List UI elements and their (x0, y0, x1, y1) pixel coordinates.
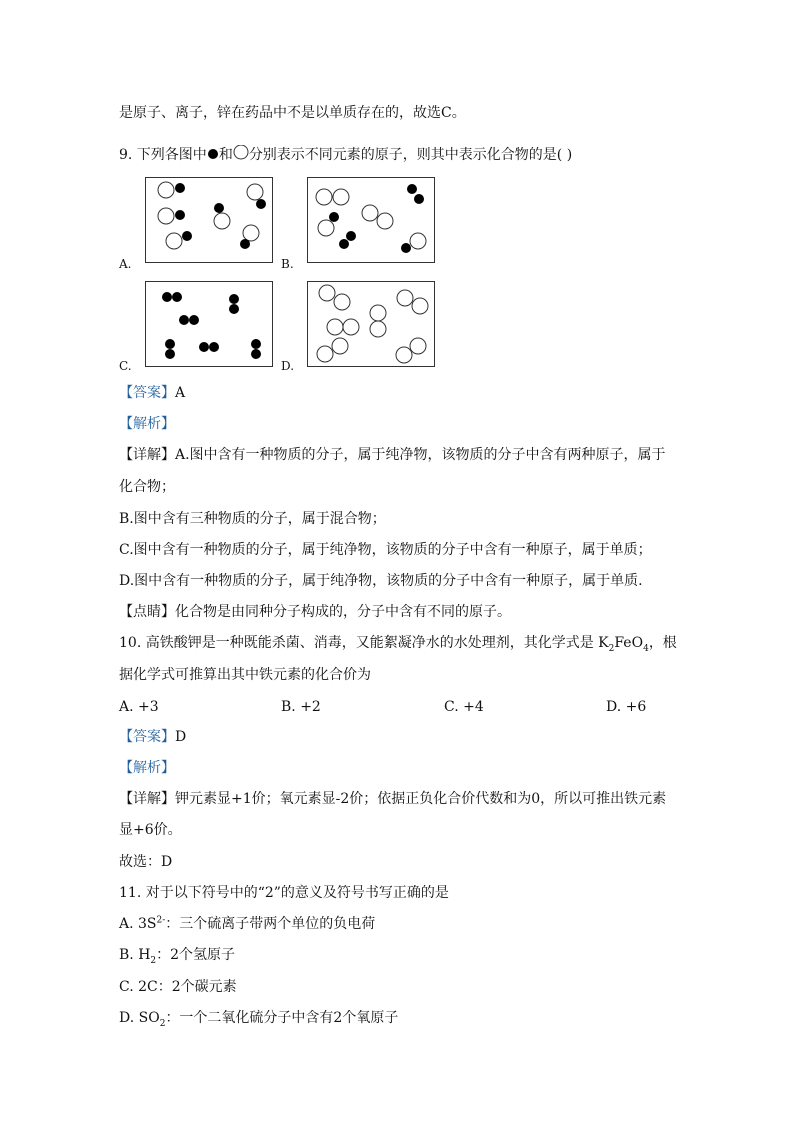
diagram-a (145, 177, 273, 263)
question-11: 11. 对于以下符号中的“2”的意义及符号书写正确的是 (119, 885, 449, 901)
detail-10-line-2: 显+6价。 (119, 822, 182, 838)
detail-9-line-2: 化合物； (119, 479, 175, 495)
detail-9-line-4: C.图中含有一种物质的分子，属于纯净物，该物质的分子中含有一种原子，属于单质； (119, 542, 652, 558)
analysis-heading-9: 【解析】 (119, 416, 175, 432)
tip-9: 【点睛】化合物是由同种分子构成的，分子中含有不同的原子。 (119, 604, 511, 620)
option-11-b: B. $H_2$：2个氢原子 (119, 947, 236, 966)
option-10-a: A. +3 (119, 699, 159, 715)
text-line: 是原子、离子，锌在药品中不是以单质存在的，故选C。 (119, 105, 466, 121)
option-label-a: A. (119, 257, 132, 271)
option-11-d: D. $SO_2$：一个二氧化硫分子中含有2个氧原子 (119, 1010, 399, 1029)
analysis-heading-10: 【解析】 (119, 760, 175, 776)
diagram-b (307, 177, 435, 263)
detail-9-line-1: 【详解】A.图中含有一种物质的分子，属于纯净物，该物质的分子中含有两种原子，属于 (119, 447, 666, 463)
answer-10: 【答案】D (119, 729, 187, 745)
diagram-c (145, 281, 273, 367)
option-11-a: A. $3S^{2-}$：三个硫离子带两个单位的负电荷 (119, 915, 376, 932)
question-9: 9. 下列各图中 和 分别表示不同元素的原子，则其中表示化合物的是( ) (119, 147, 573, 163)
option-10-b: B. +2 (281, 699, 321, 715)
option-label-c: C. (119, 359, 132, 373)
option-10-c: C. +4 (444, 699, 484, 715)
detail-9-line-3: B.图中含有三种物质的分子，属于混合物； (119, 511, 386, 527)
diagram-d (307, 281, 435, 367)
question-10-line-1: 10. 高铁酸钾是一种既能杀菌、消毒，又能絮凝净水的水处理剂，其化学式是 $K_2FeO_4$，根 (119, 635, 677, 654)
detail-10-line-1: 【详解】钾元素显+1价；氧元素显-2价；依据正负化合价代数和为0，所以可推出铁元素 (119, 791, 667, 807)
white-atom-icon (233, 145, 249, 161)
option-label-d: D. (281, 359, 295, 373)
black-atom-icon (207, 147, 219, 161)
conclusion-10: 故选：D (119, 854, 173, 870)
option-label-b: B. (281, 257, 294, 271)
option-11-c: C. 2C：2个碳元素 (119, 979, 237, 995)
answer-9: 【答案】A (119, 385, 186, 401)
option-10-d: D. +6 (606, 699, 647, 715)
detail-9-line-5: D.图中含有一种物质的分子，属于纯净物，该物质的分子中含有一种原子，属于单质. (119, 573, 643, 589)
question-10-line-2: 据化学式可推算出其中铁元素的化合价为 (119, 667, 371, 683)
